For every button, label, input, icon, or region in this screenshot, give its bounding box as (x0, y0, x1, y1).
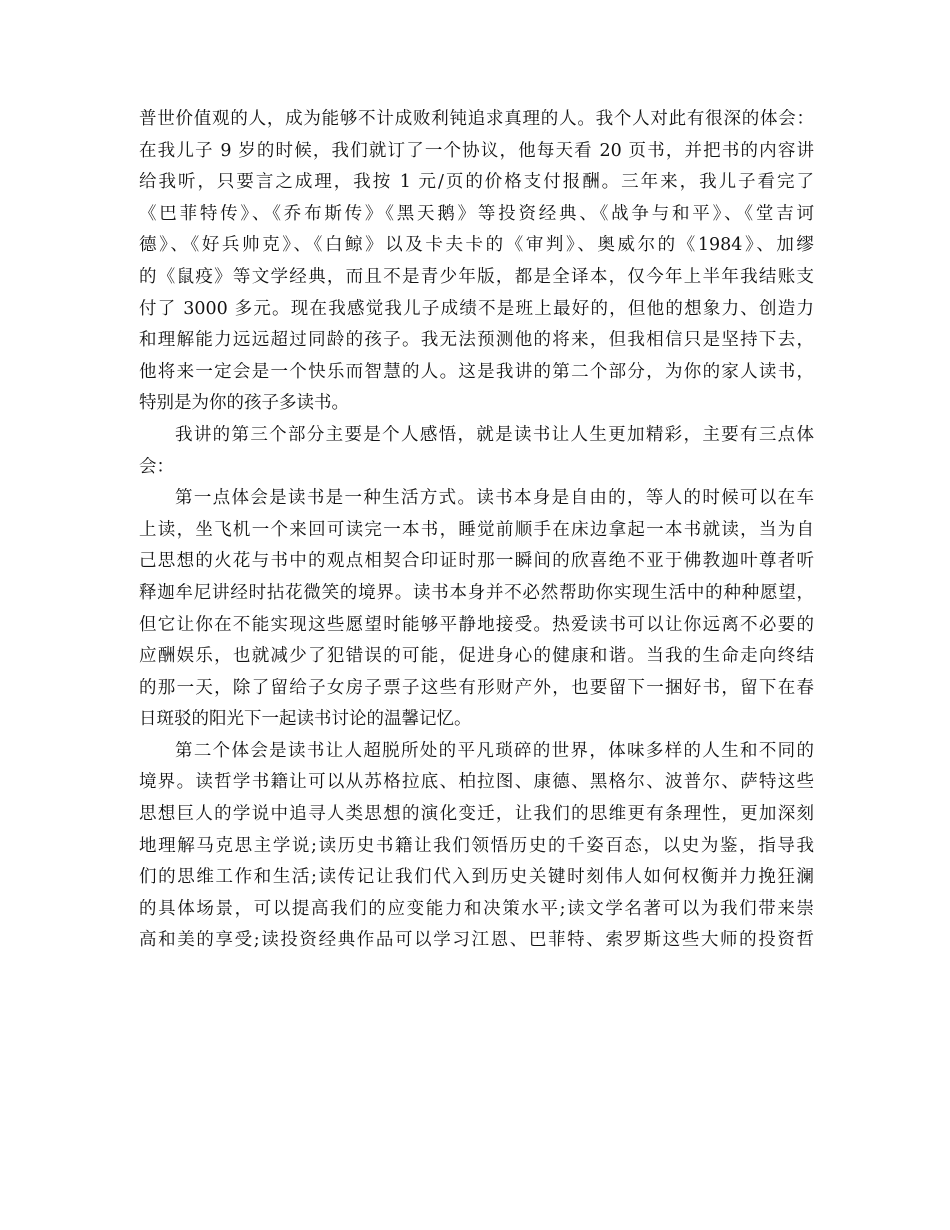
text-line: 释迦牟尼讲经时拈花微笑的境界。读书本身并不必然帮助你实现生活中的种种愿望， (139, 582, 814, 603)
text-line: 思想巨人的学说中追寻人类思想的演化变迁，让我们的思维更有条理性，更加深刻 (139, 804, 814, 825)
text-line: 地理解马克思主学说;读历史书籍让我们领悟历史的千姿百态，以史为鉴，指导我 (139, 835, 814, 856)
text-line: 日斑驳的阳光下一起读书讨论的温馨记忆。 (139, 709, 472, 730)
text-line: 的那一天，除了留给子女房子票子这些有形财产外，也要留下一捆好书，留下在春 (139, 677, 814, 698)
text-line: 应酬娱乐，也就减少了犯错误的可能，促进身心的健康和谐。当我的生命走向终结 (139, 646, 814, 667)
text-line: 给我听，只要言之成理，我按 1 元/页的价格支付报酬。三年来，我儿子看完了 (139, 172, 814, 193)
text-line: 普世价值观的人，成为能够不计成败利钝追求真理的人。我个人对此有很深的体会： (139, 109, 814, 129)
text-line: 会： (139, 456, 174, 477)
text-line: 高和美的享受;读投资经典作品可以学习江恩、巴菲特、索罗斯这些大师的投资哲 (139, 930, 814, 951)
document-body (139, 104, 814, 957)
text-line: 己思想的火花与书中的观点相契合印证时那一瞬间的欣喜绝不亚于佛教迦叶尊者听 (139, 551, 814, 572)
text-line: 们的思维工作和生活;读传记让我们代入到历史关键时刻伟人如何权衡并力挽狂澜 (139, 867, 814, 888)
text-line: 特别是为你的孩子多读书。 (139, 393, 349, 414)
text-line: 的《鼠疫》等文学经典，而且不是青少年版，都是全译本，仅今年上半年我结账支 (139, 266, 814, 287)
text-line: 但它让你在不能实现这些愿望时能够平静地接受。热爱读书可以让你远离不必要的 (139, 614, 814, 635)
text-line: 在我儿子 9 岁的时候，我们就订了一个协议，他每天看 20 页书，并把书的内容讲 (139, 140, 814, 161)
text-line: 我讲的第三个部分主要是个人感悟，就是读书让人生更加精彩，主要有三点体 (175, 424, 814, 445)
text-line: 境界。读哲学书籍让可以从苏格拉底、柏拉图、康德、黑格尔、波普尔、萨特这些 (139, 772, 814, 793)
text-line: 《巴菲特传》、《乔布斯传》《黑天鹅》等投资经典、《战争与和平》、《堂吉诃 (139, 203, 814, 224)
text-line: 第一点体会是读书是一种生活方式。读书本身是自由的，等人的时候可以在车 (175, 488, 814, 509)
text-line: 付了 3000 多元。现在我感觉我儿子成绩不是班上最好的，但他的想象力、创造力 (139, 298, 814, 319)
text-line: 的具体场景，可以提高我们的应变能力和决策水平;读文学名著可以为我们带来崇 (139, 898, 814, 919)
text-line: 第二个体会是读书让人超脱所处的平凡琐碎的世界，体味多样的人生和不同的 (175, 740, 814, 761)
text-line: 他将来一定会是一个快乐而智慧的人。这是我讲的第二个部分，为你的家人读书， (139, 361, 814, 382)
text-line: 上读，坐飞机一个来回可读完一本书，睡觉前顺手在床边拿起一本书就读，当为自 (139, 519, 814, 540)
text-line: 和理解能力远远超过同龄的孩子。我无法预测他的将来，但我相信只是坚持下去， (139, 330, 814, 351)
text-line: 德》、《好兵帅克》、《白鲸》以及卡夫卡的《审判》、奥威尔的《1984》、加缪 (139, 235, 814, 256)
